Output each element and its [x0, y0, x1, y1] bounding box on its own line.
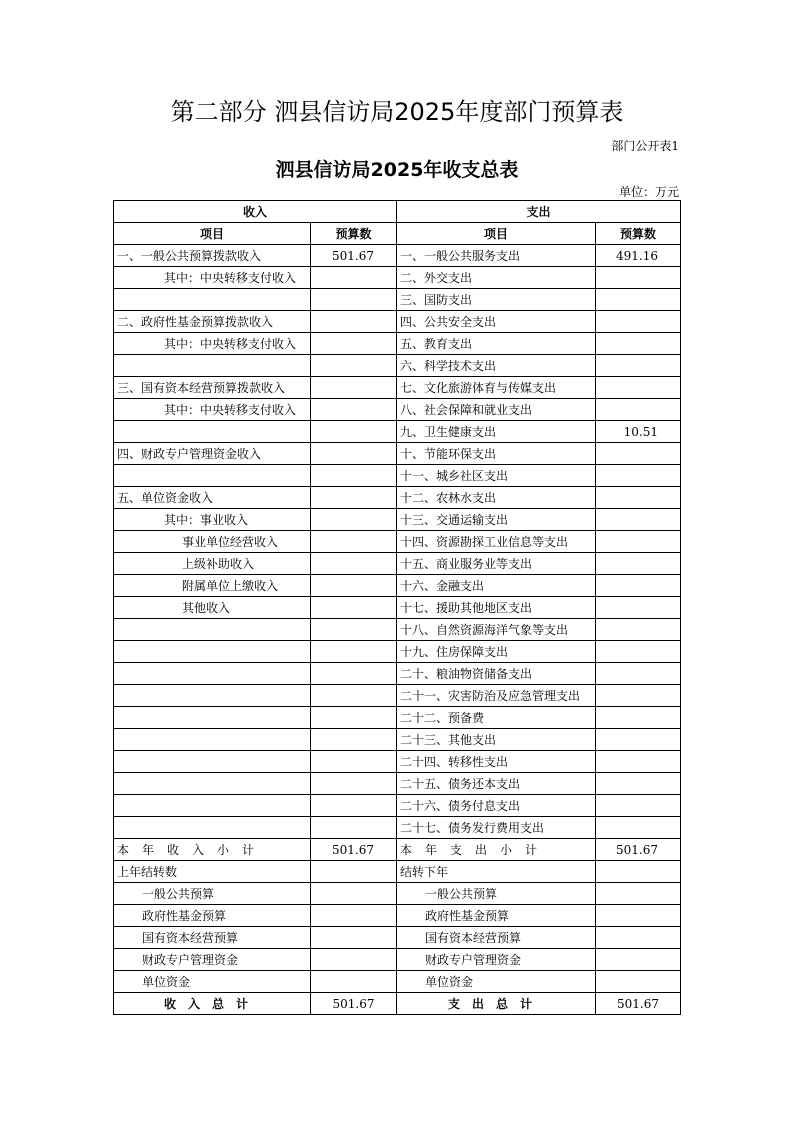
table-row — [114, 421, 681, 443]
income-amount-cell — [311, 355, 397, 377]
expense-item-cell: 二十六、债务付息支出 — [397, 795, 596, 817]
expense-item-cell: 十、节能环保支出 — [397, 443, 596, 465]
expense-amount-cell: 501.67 — [596, 993, 681, 1015]
table-row — [114, 663, 681, 685]
expense-item-cell: 十九、住房保障支出 — [397, 641, 596, 663]
income-amount-cell — [311, 465, 397, 487]
expense-amount-cell — [596, 311, 681, 333]
income-item-cell: 其他收入 — [114, 597, 311, 619]
expense-item-column-header: 项目 — [397, 223, 596, 245]
expense-amount-cell — [596, 597, 681, 619]
income-amount-cell — [311, 729, 397, 751]
expense-item-cell: 二十三、其他支出 — [397, 729, 596, 751]
income-amount-cell — [311, 817, 397, 839]
expense-item-cell: 一、一般公共服务支出 — [397, 245, 596, 267]
expense-item-cell: 二十二、预备费 — [397, 707, 596, 729]
public-table-label: 部门公开表1 — [611, 139, 679, 153]
income-amount-cell — [311, 751, 397, 773]
expense-amount-cell — [596, 333, 681, 355]
income-item-cell — [114, 619, 311, 641]
income-item-cell — [114, 729, 311, 751]
table-row — [114, 399, 681, 421]
income-item-cell — [114, 707, 311, 729]
income-item-cell: 二、政府性基金预算拨款收入 — [114, 311, 311, 333]
income-item-cell: 上级补助收入 — [114, 553, 311, 575]
income-item-cell — [114, 663, 311, 685]
income-item-cell: 其中：事业收入 — [114, 509, 311, 531]
table-row — [114, 817, 681, 839]
table-row — [114, 377, 681, 399]
expense-item-cell: 十三、交通运输支出 — [397, 509, 596, 531]
table-row — [114, 355, 681, 377]
table-group-header-row — [114, 201, 681, 223]
expense-item-cell: 十二、农林水支出 — [397, 487, 596, 509]
table-row — [114, 509, 681, 531]
income-item-cell — [114, 641, 311, 663]
expense-amount-column-header: 预算数 — [596, 223, 681, 245]
income-amount-cell — [311, 399, 397, 421]
income-amount-cell — [311, 883, 397, 905]
table-row — [114, 597, 681, 619]
income-amount-cell — [311, 531, 397, 553]
expense-item-cell: 二十四、转移性支出 — [397, 751, 596, 773]
income-item-cell: 四、财政专户管理资金收入 — [114, 443, 311, 465]
income-amount-cell — [311, 575, 397, 597]
expense-header: 支出 — [397, 201, 681, 223]
income-amount-cell — [311, 597, 397, 619]
income-item-cell — [114, 795, 311, 817]
income-item-cell — [114, 465, 311, 487]
expense-amount-cell — [596, 773, 681, 795]
income-amount-cell — [311, 333, 397, 355]
income-amount-cell — [311, 927, 397, 949]
table-row — [114, 905, 681, 927]
income-item-cell: 五、单位资金收入 — [114, 487, 311, 509]
table-row — [114, 619, 681, 641]
expense-item-cell: 本年支出小计 — [397, 839, 596, 861]
expense-amount-cell: 491.16 — [596, 245, 681, 267]
expense-amount-cell — [596, 949, 681, 971]
expense-amount-cell — [596, 619, 681, 641]
expense-amount-cell — [596, 861, 681, 883]
income-item-cell: 政府性基金预算 — [114, 905, 311, 927]
table-row — [114, 487, 681, 509]
table-row — [114, 707, 681, 729]
expense-amount-cell — [596, 399, 681, 421]
expense-item-cell: 十七、援助其他地区支出 — [397, 597, 596, 619]
expense-amount-cell — [596, 641, 681, 663]
table-row — [114, 641, 681, 663]
income-amount-cell: 501.67 — [311, 245, 397, 267]
expense-amount-cell — [596, 707, 681, 729]
income-item-cell — [114, 817, 311, 839]
income-item-column-header: 项目 — [114, 223, 311, 245]
expense-amount-cell — [596, 685, 681, 707]
table-row — [114, 465, 681, 487]
table-row — [114, 949, 681, 971]
income-amount-cell — [311, 685, 397, 707]
table-row — [114, 267, 681, 289]
table-row — [114, 861, 681, 883]
income-amount-cell — [311, 905, 397, 927]
income-item-cell: 本年收入小计 — [114, 839, 311, 861]
expense-item-cell: 十四、资源勘探工业信息等支出 — [397, 531, 596, 553]
expense-amount-cell — [596, 751, 681, 773]
income-amount-cell — [311, 421, 397, 443]
expense-amount-cell — [596, 553, 681, 575]
income-amount-cell — [311, 267, 397, 289]
expense-amount-cell: 501.67 — [596, 839, 681, 861]
income-amount-cell — [311, 861, 397, 883]
income-amount-cell — [311, 443, 397, 465]
table-row — [114, 245, 681, 267]
income-amount-cell — [311, 795, 397, 817]
expense-item-cell: 二、外交支出 — [397, 267, 596, 289]
income-item-cell — [114, 773, 311, 795]
expense-amount-cell — [596, 971, 681, 993]
income-amount-cell: 501.67 — [311, 993, 397, 1015]
income-item-cell: 其中：中央转移支付收入 — [114, 333, 311, 355]
expense-amount-cell — [596, 377, 681, 399]
expense-item-cell: 二十五、债务还本支出 — [397, 773, 596, 795]
income-item-cell — [114, 751, 311, 773]
income-amount-cell — [311, 707, 397, 729]
table-row — [114, 443, 681, 465]
table-row — [114, 773, 681, 795]
income-item-cell: 其中：中央转移支付收入 — [114, 267, 311, 289]
income-item-cell — [114, 685, 311, 707]
table-row — [114, 971, 681, 993]
income-amount-cell — [311, 289, 397, 311]
income-amount-cell: 501.67 — [311, 839, 397, 861]
income-amount-cell — [311, 509, 397, 531]
expense-item-cell: 单位资金 — [397, 971, 596, 993]
income-amount-cell — [311, 377, 397, 399]
income-header: 收入 — [114, 201, 397, 223]
table-row — [114, 685, 681, 707]
income-item-cell — [114, 421, 311, 443]
income-amount-cell — [311, 949, 397, 971]
expense-amount-cell — [596, 487, 681, 509]
expense-amount-cell — [596, 663, 681, 685]
income-amount-cell — [311, 971, 397, 993]
expense-item-cell: 十八、自然资源海洋气象等支出 — [397, 619, 596, 641]
table-row — [114, 795, 681, 817]
table-row — [114, 839, 681, 861]
income-amount-cell — [311, 663, 397, 685]
table-row — [114, 927, 681, 949]
table-row — [114, 729, 681, 751]
income-amount-cell — [311, 619, 397, 641]
table-row — [114, 883, 681, 905]
expense-amount-cell — [596, 817, 681, 839]
table-row — [114, 333, 681, 355]
document-title: 第二部分 泗县信访局2025年度部门预算表 — [170, 98, 624, 126]
expense-item-cell: 支出总计 — [397, 993, 596, 1015]
expense-item-cell: 一般公共预算 — [397, 883, 596, 905]
table-row — [114, 751, 681, 773]
table-column-header-row — [114, 223, 681, 245]
income-item-cell: 事业单位经营收入 — [114, 531, 311, 553]
expense-amount-cell — [596, 531, 681, 553]
expense-item-cell: 五、教育支出 — [397, 333, 596, 355]
income-amount-cell — [311, 553, 397, 575]
income-item-cell: 其中：中央转移支付收入 — [114, 399, 311, 421]
expense-item-cell: 三、国防支出 — [397, 289, 596, 311]
table-row — [114, 993, 681, 1015]
expense-item-cell: 二十七、债务发行费用支出 — [397, 817, 596, 839]
expense-amount-cell — [596, 905, 681, 927]
income-item-cell: 一、一般公共预算拨款收入 — [114, 245, 311, 267]
expense-amount-cell — [596, 267, 681, 289]
income-item-cell: 财政专户管理资金 — [114, 949, 311, 971]
expense-item-cell: 八、社会保障和就业支出 — [397, 399, 596, 421]
expense-amount-cell — [596, 927, 681, 949]
expense-item-cell: 九、卫生健康支出 — [397, 421, 596, 443]
table-row — [114, 575, 681, 597]
income-item-cell: 一般公共预算 — [114, 883, 311, 905]
income-item-cell: 单位资金 — [114, 971, 311, 993]
expense-amount-cell — [596, 509, 681, 531]
income-item-cell: 国有资本经营预算 — [114, 927, 311, 949]
expense-amount-cell — [596, 883, 681, 905]
expense-amount-cell — [596, 575, 681, 597]
table-row — [114, 553, 681, 575]
expense-item-cell: 二十、粮油物资储备支出 — [397, 663, 596, 685]
expense-item-cell: 财政专户管理资金 — [397, 949, 596, 971]
table-row — [114, 531, 681, 553]
expense-item-cell: 十六、金融支出 — [397, 575, 596, 597]
expense-item-cell: 政府性基金预算 — [397, 905, 596, 927]
expense-item-cell: 十五、商业服务业等支出 — [397, 553, 596, 575]
income-amount-cell — [311, 311, 397, 333]
expense-item-cell: 二十一、灾害防治及应急管理支出 — [397, 685, 596, 707]
expense-amount-cell — [596, 443, 681, 465]
income-item-cell: 收入总计 — [114, 993, 311, 1015]
income-item-cell — [114, 355, 311, 377]
table-title: 泗县信访局2025年收支总表 — [275, 159, 519, 181]
expense-item-cell: 四、公共安全支出 — [397, 311, 596, 333]
income-item-cell: 附属单位上缴收入 — [114, 575, 311, 597]
expense-amount-cell — [596, 795, 681, 817]
income-item-cell: 上年结转数 — [114, 861, 311, 883]
expense-amount-cell — [596, 729, 681, 751]
expense-item-cell: 十一、城乡社区支出 — [397, 465, 596, 487]
expense-amount-cell — [596, 355, 681, 377]
expense-amount-cell — [596, 289, 681, 311]
unit-label: 单位：万元 — [618, 185, 679, 199]
income-amount-cell — [311, 773, 397, 795]
table-row — [114, 311, 681, 333]
income-amount-column-header: 预算数 — [311, 223, 397, 245]
income-item-cell — [114, 289, 311, 311]
expense-amount-cell: 10.51 — [596, 421, 681, 443]
income-item-cell: 三、国有资本经营预算拨款收入 — [114, 377, 311, 399]
budget-summary-table — [113, 200, 681, 1015]
expense-item-cell: 结转下年 — [397, 861, 596, 883]
income-amount-cell — [311, 641, 397, 663]
expense-item-cell: 六、科学技术支出 — [397, 355, 596, 377]
income-amount-cell — [311, 487, 397, 509]
table-row — [114, 289, 681, 311]
expense-amount-cell — [596, 465, 681, 487]
expense-item-cell: 七、文化旅游体育与传媒支出 — [397, 377, 596, 399]
expense-item-cell: 国有资本经营预算 — [397, 927, 596, 949]
